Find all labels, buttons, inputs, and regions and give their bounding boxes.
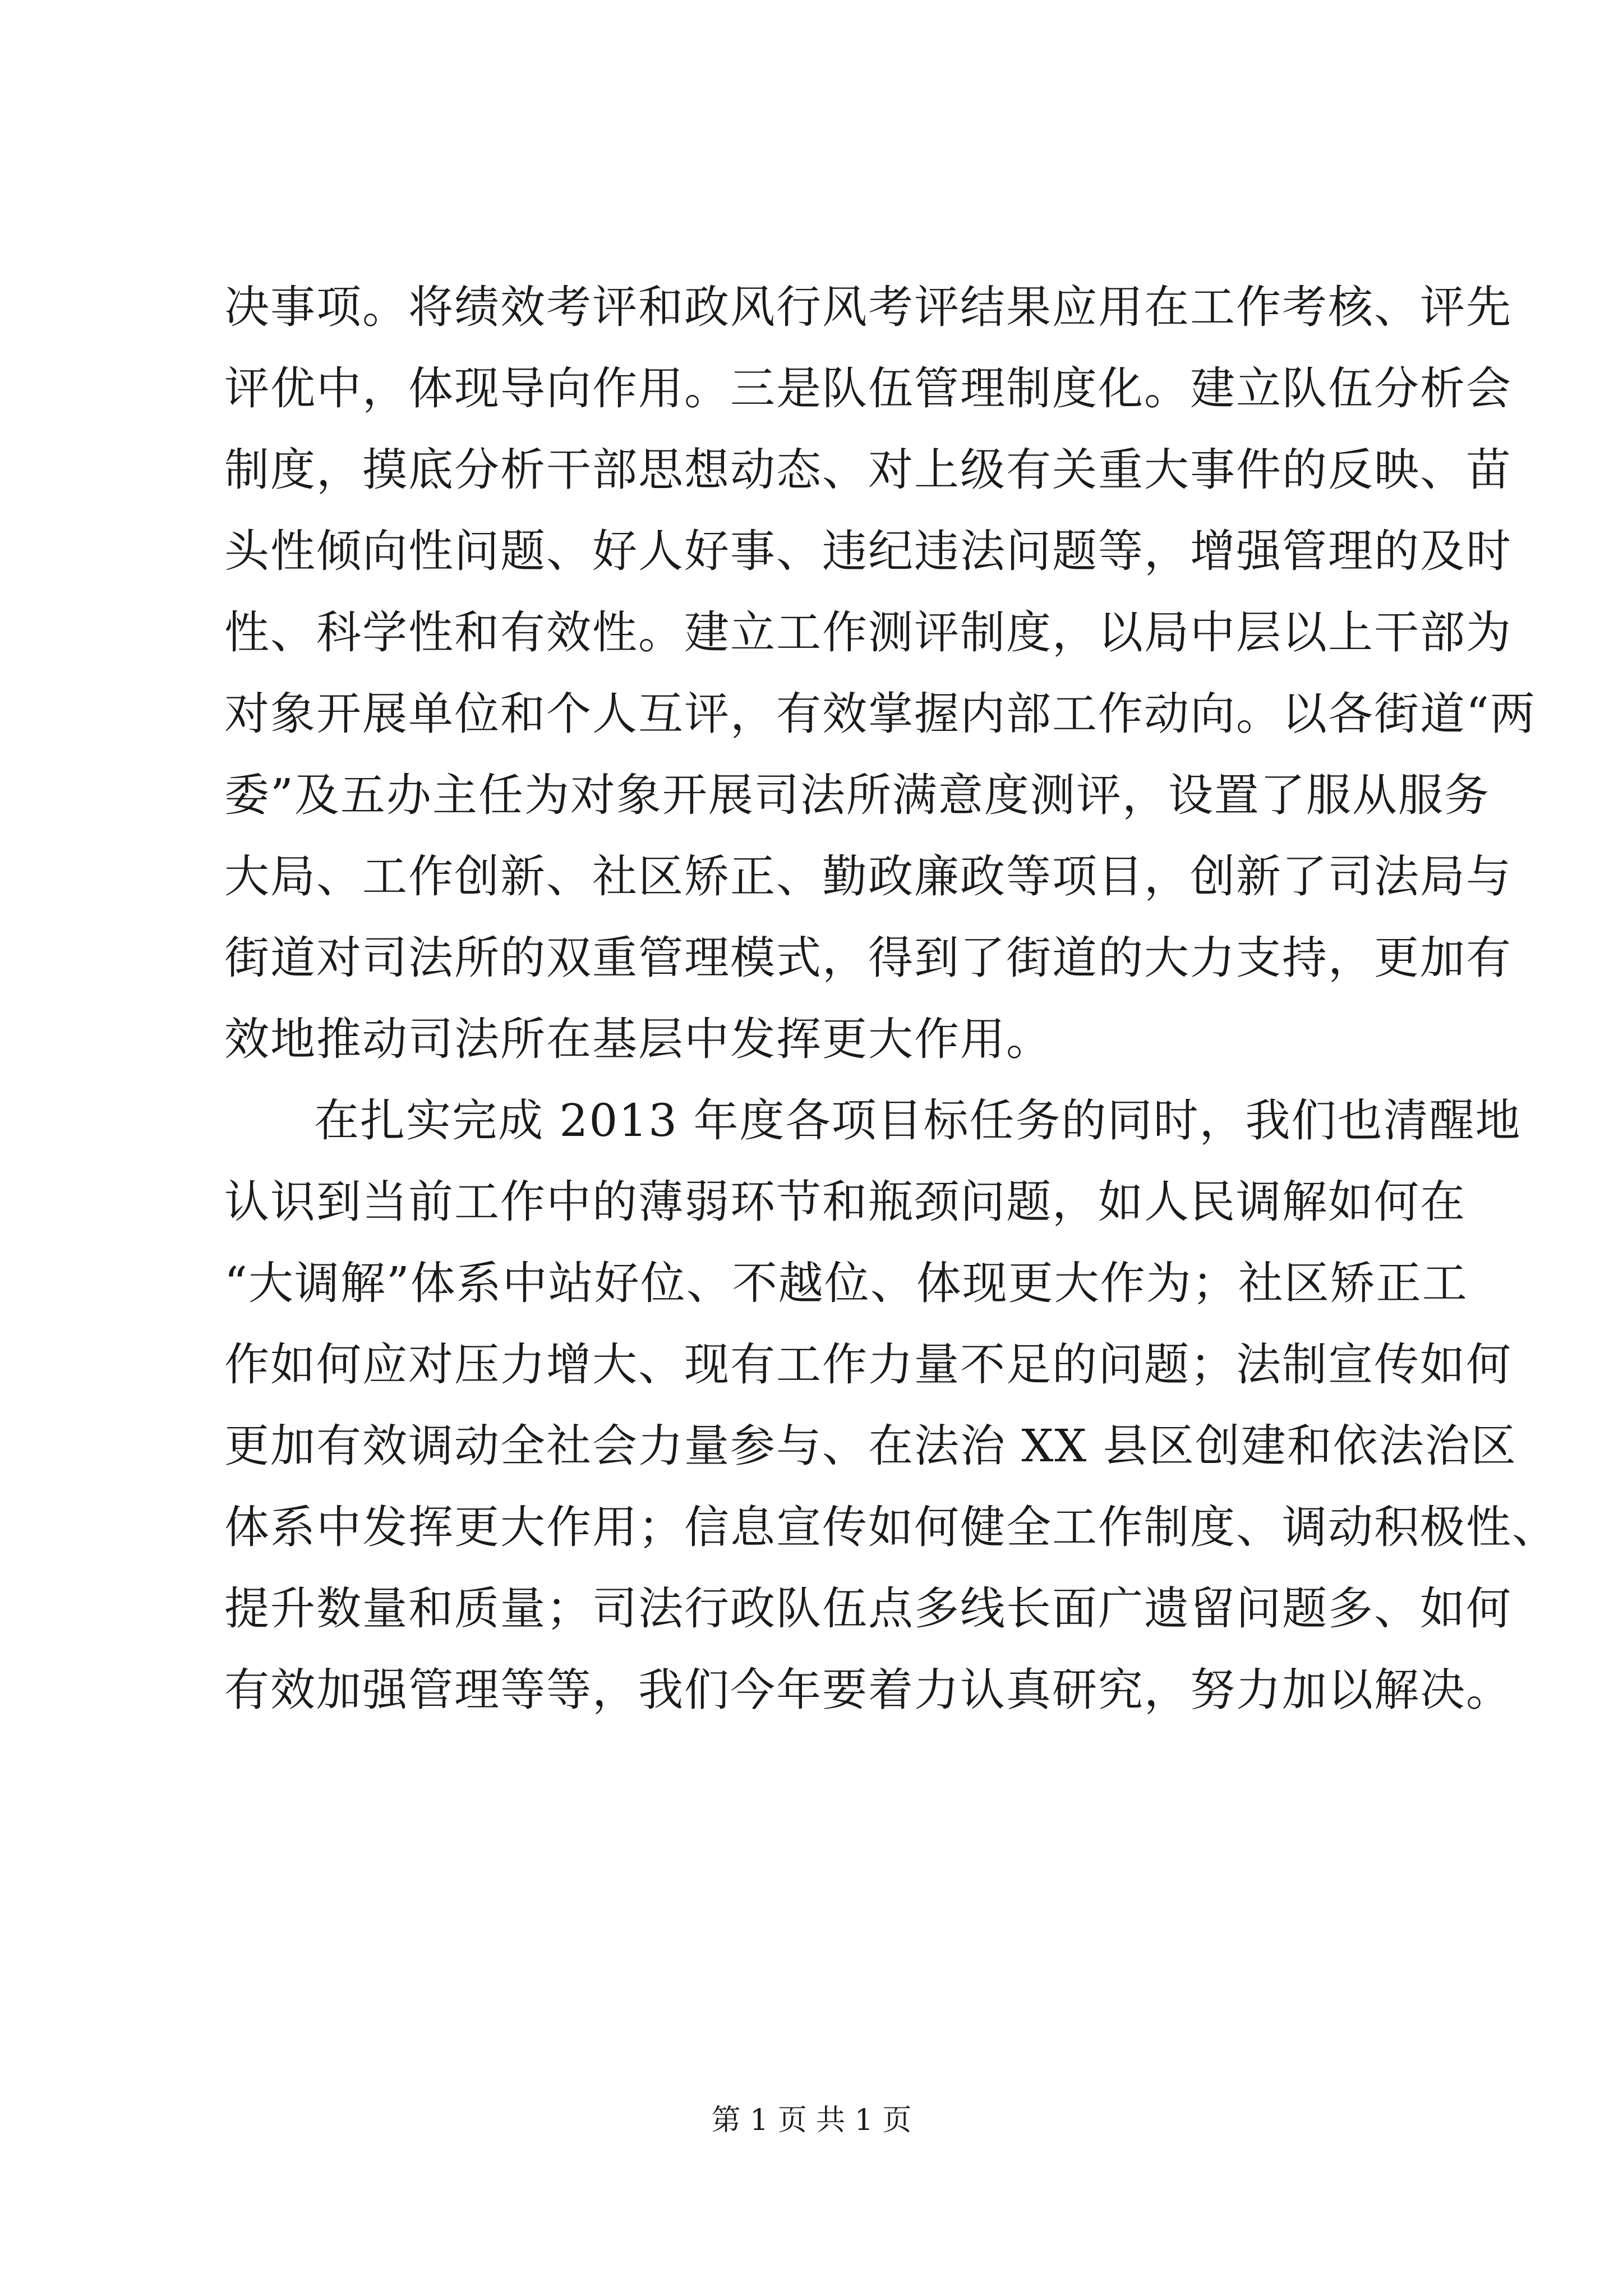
paragraph-line: 在扎实完成 2013 年度各项目标任务的同时，我们也清醒地	[314, 1094, 1521, 1147]
paragraph-line: 效地推动司法所在基层中发挥更大作用。	[224, 1013, 1052, 1065]
paragraph-2	[224, 1080, 1558, 1731]
paragraph-line: 有效加强管理等等，我们今年要着力认真研究，努力加以解决。	[224, 1664, 1512, 1716]
paragraph-line: 作如何应对压力增大、现有工作力量不足的问题；法制宣传如何	[224, 1338, 1512, 1391]
paragraph-line: 头性倾向性问题、好人好事、违纪违法问题等，增强管理的及时	[224, 525, 1512, 577]
paragraph-line: 大局、工作创新、社区矫正、勤政廉政等项目，创新了司法局与	[224, 850, 1512, 903]
paragraph-line: 街道对司法所的双重管理模式，得到了街道的大力支持，更加有	[224, 932, 1512, 984]
paragraph-line: 性、科学性和有效性。建立工作测评制度，以局中层以上干部为	[224, 606, 1512, 659]
paragraph-line: 决事项。将绩效考评和政风行风考评结果应用在工作考核、评先	[224, 281, 1512, 333]
paragraph-line: 更加有效调动全社会力量参与、在法治 XX 县区创建和依法治区	[224, 1420, 1517, 1472]
document-body	[224, 266, 1558, 1731]
paragraph-line: 认识到当前工作中的薄弱环节和瓶颈问题，如人民调解如何在	[224, 1176, 1466, 1228]
page-number-footer: 第 1 页 共 1 页	[711, 2104, 912, 2137]
paragraph-line: 对象开展单位和个人互评，有效掌握内部工作动向。以各街道“两	[224, 688, 1536, 740]
paragraph-line: 提升数量和质量；司法行政队伍点多线长面广遗留问题多、如何	[224, 1582, 1512, 1635]
paragraph-line: “大调解”体系中站好位、不越位、体现更大作为；社区矫正工	[224, 1257, 1468, 1309]
paragraph-line: 委”及五办主任为对象开展司法所满意度测评，设置了服从服务	[224, 769, 1490, 821]
paragraph-1	[224, 266, 1536, 1080]
paragraph-line: 制度，摸底分析干部思想动态、对上级有关重大事件的反映、苗	[224, 444, 1512, 496]
paragraph-line: 体系中发挥更大作用；信息宣传如何健全工作制度、调动积极性、	[224, 1501, 1558, 1553]
paragraph-line: 评优中，体现导向作用。三是队伍管理制度化。建立队伍分析会	[224, 362, 1512, 415]
